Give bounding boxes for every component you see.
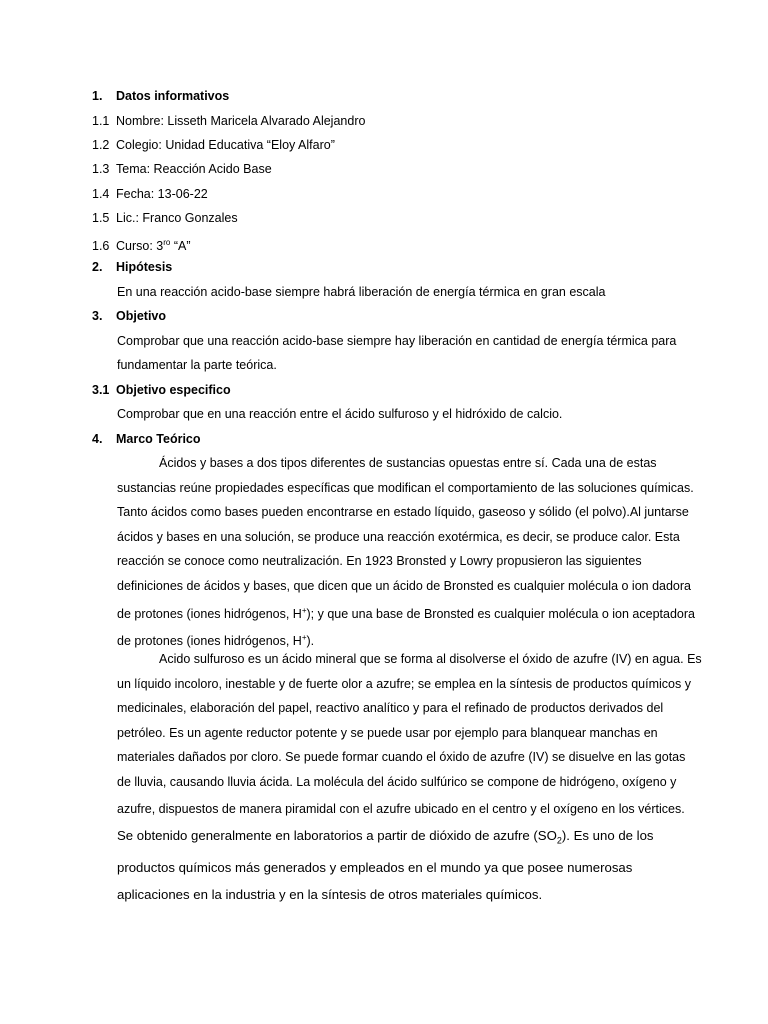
item-label-suffix: “A”	[170, 239, 191, 254]
theory-paragraph-2	[117, 647, 702, 908]
section-title: Objetivo especifico	[116, 383, 231, 397]
paragraph-text: ).	[306, 634, 315, 649]
objective-line-1: Comprobar que una reacción acido-base siempre hay liberación en cantidad de energía térmica para	[117, 334, 677, 348]
section-1-heading	[92, 88, 229, 104]
superscript: +	[301, 605, 307, 615]
item-label: Tema: Reacción Acido Base	[116, 162, 272, 176]
item-label: Nombre: Lisseth Maricela Alvarado Alejandro	[116, 114, 366, 128]
item-label: Fecha: 13-06-22	[116, 187, 208, 201]
section-title: Objetivo	[116, 309, 167, 323]
section-number: 2.	[92, 260, 103, 274]
info-item-nombre	[92, 113, 365, 129]
item-number: 1.5	[92, 211, 110, 225]
section-number: 4.	[92, 432, 103, 446]
item-label: Colegio: Unidad Educativa “Eloy Alfaro”	[116, 138, 335, 152]
theory-paragraph-1	[117, 451, 702, 654]
section-number: 3.	[92, 309, 103, 323]
item-label: Lic.: Franco Gonzales	[116, 211, 238, 225]
superscript: ro	[163, 238, 171, 247]
section-4-heading	[92, 431, 201, 447]
section-title: Hipótesis	[116, 260, 173, 274]
paragraph-text: Ácidos y bases a dos tipos diferentes de sustancias opuestas entre sí. Cada una de estas sustancias reúne propiedades específicas que modifican el comportamiento de las soluciones químicas. Tanto ácidos como bases pueden encontrarse en estado líquido, gaseoso y sólido (el polvo).Al juntarse ácidos y bases en una solución, se produce una reacción exotérmica, es decir, se produce calor. Esta reacción se conoce como neutralización. En 1923 Bronsted y Lowry propusieron las siguientes definiciones de ácidos y bases, que dicen que un ácido de Bronsted es cualquier molécula o ion dadora de protones (iones hidrógenos, H	[117, 456, 694, 621]
hypothesis-text: En una reacción acido-base siempre habrá liberación de energía térmica en gran escala	[117, 285, 606, 299]
section-number: 1.	[92, 89, 103, 103]
paragraph-text: Acido sulfuroso es un ácido mineral que se forma al disolverse el óxido de azufre (IV) en agua. Es un líquido incoloro, inestable y de fuerte olor a azufre; se emplea en la síntesis de productos químicos y medicinales, elaboración del papel, reactivo analítico y para el refinado de productos derivados del petróleo. Es un agente reductor potente y se puede usar por ejemplo para blanquear manchas en materiales dañados por cloro. Se puede formar cuando el óxido de azufre (IV) se disuelve en las gotas de lluvia, causando lluvia ácida. La molécula del ácido sulfúrico se compone de hidrógeno, oxígeno y azufre, dispuestos de manera piramidal con el azufre ubicado en el centro y el oxígeno en los vértices.	[117, 652, 702, 816]
section-2-heading	[92, 259, 172, 275]
item-number: 1.3	[92, 162, 110, 176]
info-item-curso	[92, 235, 191, 254]
paragraph-text: ); y que una base de Bronsted es cualquier molécula o ion aceptadora de protones (iones hidrógenos, H	[117, 606, 695, 649]
section-3-1-heading	[92, 382, 231, 398]
superscript: +	[301, 633, 307, 643]
objective-line-2: fundamentar la parte teórica.	[117, 358, 277, 372]
section-number: 3.1	[92, 383, 110, 397]
section-title: Marco Teórico	[116, 432, 201, 446]
section-3-heading	[92, 308, 166, 324]
subscript: 2	[556, 835, 562, 846]
specific-objective-text: Comprobar que en una reacción entre el ácido sulfuroso y el hidróxido de calcio.	[117, 407, 563, 421]
section-title: Datos informativos	[116, 89, 230, 103]
info-item-lic	[92, 210, 238, 226]
paragraph-text: Se obtenido generalmente en laboratorios a partir de dióxido de azufre (SO	[117, 827, 557, 843]
item-number: 1.4	[92, 187, 110, 201]
item-number: 1.1	[92, 114, 110, 128]
item-number: 1.6	[92, 239, 110, 254]
item-number: 1.2	[92, 138, 110, 152]
item-label: Curso: 3	[116, 239, 164, 254]
info-item-tema	[92, 161, 272, 177]
info-item-fecha	[92, 186, 208, 202]
info-item-colegio	[92, 137, 335, 153]
paragraph-text: ). Es uno de los productos químicos más generados y empleados en el mundo ya que posee numerosas aplicaciones en la industria y en la síntesis de otros materiales químicos.	[117, 827, 654, 903]
